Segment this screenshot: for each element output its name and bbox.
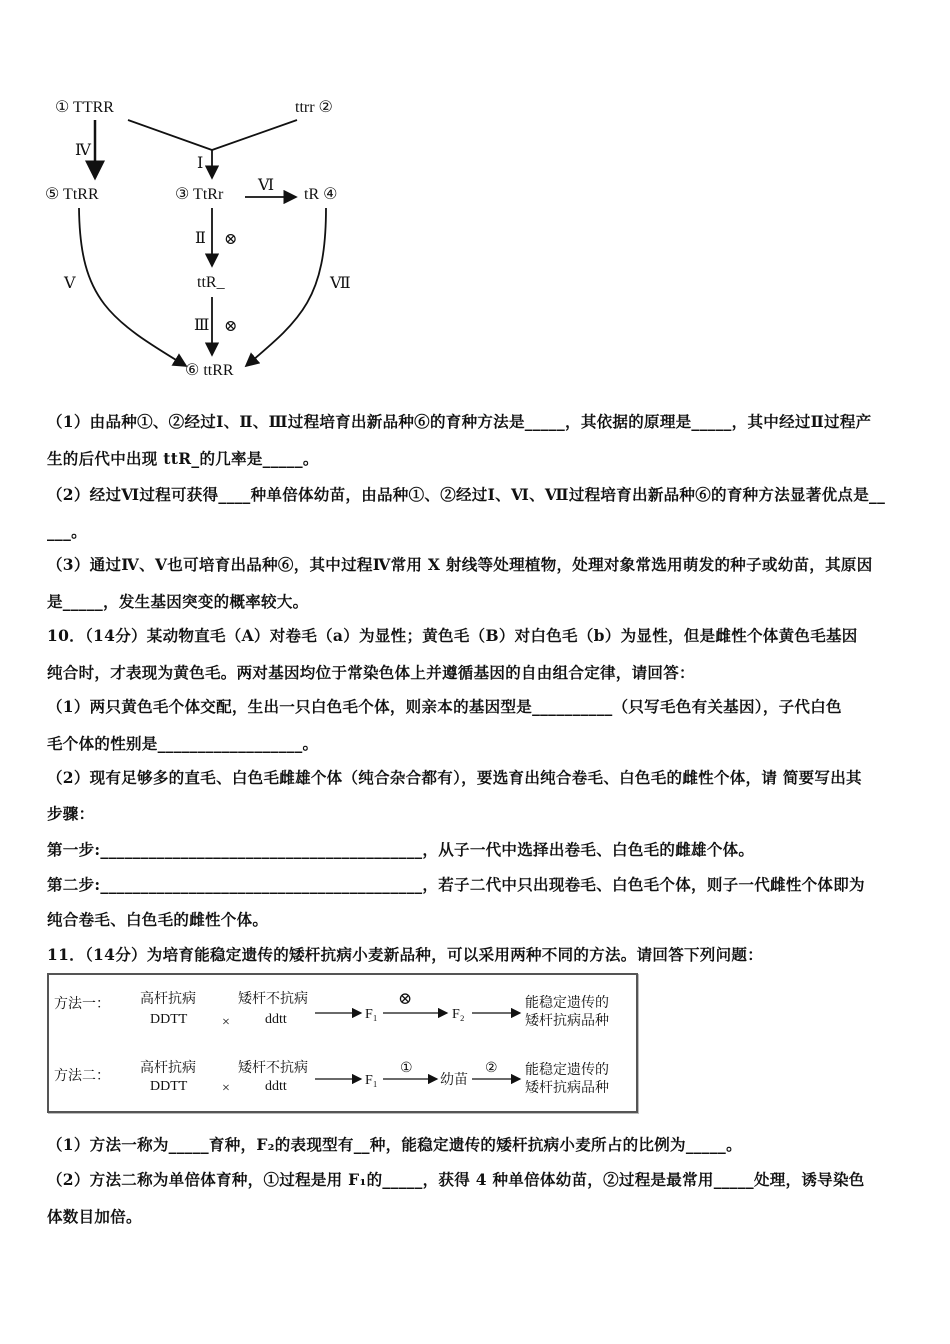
- question-11: 11．（14分）为培育能稳定遗传的矮杆抗病小麦新品种，可以采用两种不同的方法。请回答下列问题：: [47, 945, 763, 964]
- question-10: 10．（14分）某动物直毛（A）对卷毛（a）为显性；黄色毛（B）对白色毛（b）为显性，但是雌性个体黄色毛基因: [47, 626, 858, 645]
- breeding-diagram: [0, 0, 950, 400]
- F2: F₂: [452, 1007, 465, 1022]
- result-line2: 矮杆抗病品种: [525, 1014, 609, 1029]
- text-line: 第一步:________________________________________，从子一代中选择出卷毛、白色毛的雌雄个体。: [47, 840, 755, 859]
- variety-3: ③ TtRr: [175, 186, 224, 203]
- label-I: Ⅰ: [197, 155, 204, 172]
- variety-1: ① TTRR: [55, 99, 114, 116]
- genotype-ddtt: ddtt: [265, 1012, 287, 1027]
- arrow-VII: [246, 208, 326, 366]
- label-V: Ⅴ: [64, 275, 76, 292]
- genotype-DDTT: DDTT: [150, 1079, 188, 1094]
- text-line: 纯合卷毛、白色毛的雌性个体。: [47, 910, 269, 929]
- arrow-V: [79, 208, 186, 366]
- text-line: 第二步:________________________________________，若子二代中只出现卷毛、白色毛个体，则子一代雌性个体即为: [47, 875, 865, 894]
- selfing-icon: ⊗: [224, 231, 238, 248]
- text-line: （1）由品种①、②经过Ⅰ、Ⅱ、Ⅲ过程培育出新品种⑥的育种方法是_____，其依据的原理是_____，其中经过Ⅱ过程产: [47, 412, 872, 431]
- variety-6: ⑥ ttRR: [185, 362, 234, 379]
- result-line1: 能稳定遗传的: [525, 1063, 609, 1078]
- text-line: （2）经过Ⅵ过程可获得____种单倍体幼苗，由品种①、②经过Ⅰ、Ⅵ、Ⅶ过程培育出新品种⑥的育种方法显著优点是__: [47, 485, 886, 504]
- methods-box: [47, 973, 638, 1113]
- result-line1: 能稳定遗传的: [525, 996, 609, 1011]
- variety-4: tR ④: [304, 186, 338, 203]
- text-line: （2）现有足够多的直毛、白色毛雌雄个体（纯合杂合都有），要选育出纯合卷毛、白色毛的雌性个体，请 简要写出其: [47, 768, 862, 787]
- parent-tall: 高杆抗病: [140, 992, 196, 1007]
- step-2: ②: [485, 1061, 498, 1076]
- text-line: ___。: [47, 522, 87, 541]
- variety-2: ttrr ②: [295, 99, 333, 116]
- label-VII: Ⅶ: [330, 275, 351, 292]
- method-2-label: 方法二：: [54, 1069, 110, 1084]
- label-IV: Ⅳ: [75, 142, 91, 159]
- cross-line: [128, 120, 297, 150]
- step-1: ①: [400, 1061, 413, 1076]
- F1: F₁: [365, 1073, 378, 1088]
- cross-symbol: ×: [222, 1015, 230, 1030]
- genotype-DDTT: DDTT: [150, 1012, 188, 1027]
- selfing-icon: ⊗: [224, 318, 238, 335]
- text-line: 纯合时，才表现为黄色毛。两对基因均位于常染色体上并遵循基因的自由组合定律，请回答：: [47, 663, 695, 682]
- text-line: （3）通过Ⅳ、Ⅴ也可培育出品种⑥，其中过程Ⅳ常用 X 射线等处理植物，处理对象常选用萌发的种子或幼苗，其原因: [47, 555, 873, 574]
- text-line: 毛个体的性别是__________________。: [47, 734, 319, 753]
- text-line: （1）两只黄色毛个体交配，生出一只白色毛个体，则亲本的基因型是__________（只写毛色有关基因），子代白色: [47, 697, 842, 716]
- method-1-label: 方法一：: [54, 997, 110, 1012]
- text-line: 是_____，发生基因突变的概率较大。: [47, 592, 309, 611]
- genotype-ddtt: ddtt: [265, 1079, 287, 1094]
- seedling: 幼苗: [440, 1073, 468, 1088]
- parent-tall: 高杆抗病: [140, 1061, 196, 1076]
- parent-short: 矮杆不抗病: [238, 992, 308, 1007]
- text-line: 生的后代中出现 ttR_的几率是_____。: [47, 449, 319, 468]
- F1: F₁: [365, 1007, 378, 1022]
- text-line: （2）方法二称为单倍体育种，①过程是用 F₁的_____，获得 4 种单倍体幼苗，②过程是最常用_____处理，诱导染色: [47, 1170, 865, 1189]
- selfing-icon: ⊗: [398, 989, 413, 1008]
- label-II: Ⅱ: [195, 230, 206, 247]
- text-line: 步骤：: [47, 804, 95, 823]
- parent-short: 矮杆不抗病: [238, 1061, 308, 1076]
- variety-ttR: ttR_: [197, 274, 225, 291]
- cross-symbol: ×: [222, 1081, 230, 1096]
- label-VI: Ⅵ: [258, 177, 275, 194]
- result-line2: 矮杆抗病品种: [525, 1081, 609, 1096]
- text-line: （1）方法一称为_____育种，F₂的表现型有__种，能稳定遗传的矮杆抗病小麦所占的比例为_____。: [47, 1135, 742, 1154]
- label-III: Ⅲ: [194, 317, 210, 334]
- variety-5: ⑤ TtRR: [45, 186, 99, 203]
- text-line: 体数目加倍。: [47, 1207, 142, 1226]
